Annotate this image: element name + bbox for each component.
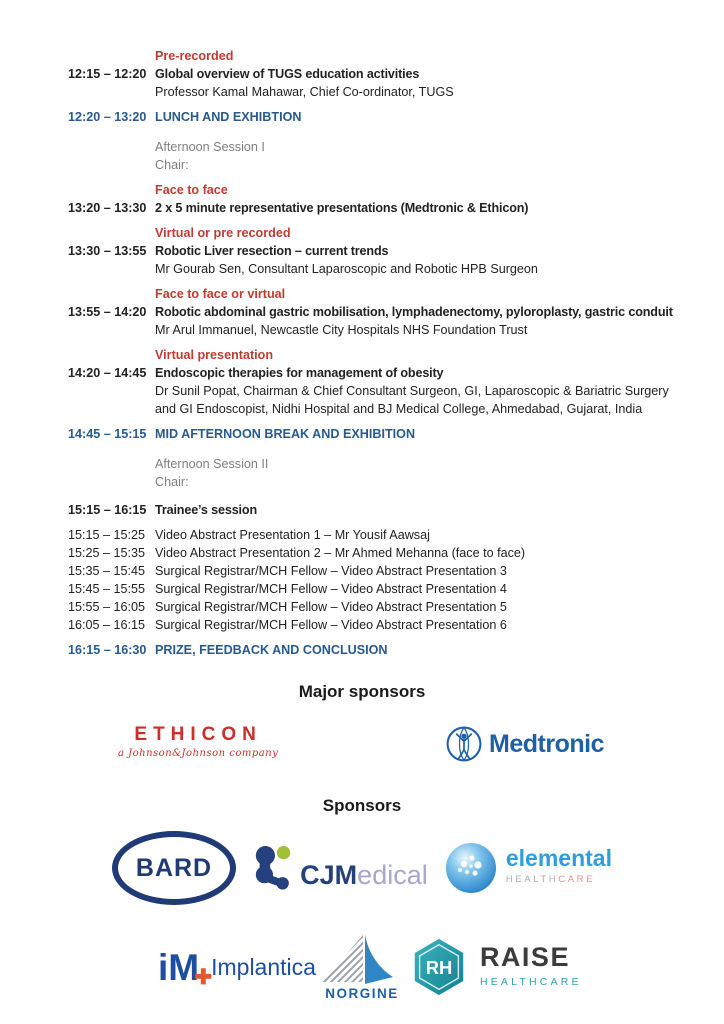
speaker-row <box>68 321 724 339</box>
norgine-wordmark: NORGINE <box>325 986 399 1001</box>
video-title: Surgical Registrar/MCH Fellow – Video Abstract Presentation 3 <box>155 564 507 578</box>
implantica-plus-icon: ✚ <box>194 965 213 989</box>
session-title: Endoscopic therapies for management of obesity <box>155 366 444 380</box>
session-name: Afternoon Session II <box>155 457 269 471</box>
elemental-care-label: CARE <box>558 874 596 885</box>
video-title: Video Abstract Presentation 1 – Mr Yousif Aawsaj <box>155 528 430 542</box>
session-title: Robotic abdominal gastric mobilisation, lymphadenectomy, pyloroplasty, gastric conduit <box>155 305 673 319</box>
ethicon-logo <box>118 723 279 763</box>
session-time: 13:20 – 13:30 <box>68 201 147 215</box>
medtronic-wordmark: Medtronic <box>489 730 604 758</box>
video-title: Surgical Registrar/MCH Fellow – Video Abstract Presentation 4 <box>155 582 507 596</box>
session-header-row <box>68 138 724 156</box>
implantica-logo <box>158 946 316 989</box>
video-time: 15:55 – 16:05 <box>68 600 146 614</box>
session-row <box>68 242 724 260</box>
raise-wordmark: RAISE <box>479 941 570 972</box>
elemental-health-label: HEALTH <box>505 874 559 885</box>
medtronic-logo <box>445 725 604 763</box>
session-format-label: Virtual or pre recorded <box>155 226 291 240</box>
session-row <box>68 364 724 382</box>
session-row <box>68 65 724 83</box>
sponsors-heading: Sponsors <box>322 796 402 815</box>
speaker-row <box>68 400 724 418</box>
raise-hexagon-icon <box>408 936 470 998</box>
video-time: 15:15 – 15:25 <box>68 528 146 542</box>
chair-row <box>68 473 724 491</box>
session-title: 2 x 5 minute representative presentations (Medtronic & Ethicon) <box>155 201 529 215</box>
session-row <box>68 303 724 321</box>
video-title: Surgical Registrar/MCH Fellow – Video Abstract Presentation 5 <box>155 600 507 614</box>
chair-label: Chair: <box>155 158 189 172</box>
session-format-label: Face to face or virtual <box>155 287 286 301</box>
session-row <box>68 199 724 217</box>
bard-logo <box>112 831 236 905</box>
medtronic-globe-icon <box>445 725 483 763</box>
implantica-monogram-icon: iM ✚ <box>158 946 213 989</box>
session-title: Global overview of TUGS education activities <box>155 67 420 81</box>
video-title: Surgical Registrar/MCH Fellow – Video Abstract Presentation 6 <box>155 618 507 632</box>
break-row <box>68 425 724 443</box>
speaker-row <box>68 83 724 101</box>
session-format-label: Virtual presentation <box>155 348 274 362</box>
session-time: 14:20 – 14:45 <box>68 366 147 380</box>
major-sponsors-row <box>0 715 724 773</box>
session-time: 13:55 – 14:20 <box>68 305 147 319</box>
ethicon-tagline: a Johnson&Johnson company <box>118 747 279 759</box>
session-format-row <box>68 285 724 303</box>
norgine-sail-icon <box>316 932 408 1002</box>
session-time: 13:30 – 13:55 <box>68 244 147 258</box>
break-time: 16:15 – 16:30 <box>68 643 147 657</box>
sponsors-row-1 <box>0 829 724 907</box>
cjmedical-logo <box>252 843 428 893</box>
raise-healthcare-label: HEALTHCARE <box>479 975 582 988</box>
video-time: 16:05 – 16:15 <box>68 618 146 632</box>
session-speaker: and GI Endoscopist, Nidhi Hospital and BJ Medical College, Ahmedabad, Gujarat, India <box>155 402 643 416</box>
cjmedical-molecule-icon <box>252 843 296 893</box>
session-format-label: Face to face <box>155 183 228 197</box>
break-time: 14:45 – 15:15 <box>68 427 147 441</box>
elemental-wordmark: elemental <box>505 845 612 871</box>
ethicon-wordmark: ETHICON <box>134 723 262 745</box>
speaker-row <box>68 260 724 278</box>
elemental-logo <box>444 841 612 895</box>
session-time: 15:15 – 16:15 <box>68 503 147 517</box>
video-row <box>68 544 724 562</box>
raise-badge-label: RH <box>425 956 453 978</box>
video-time: 15:35 – 15:45 <box>68 564 146 578</box>
session-title: Trainee’s session <box>155 503 257 517</box>
session-row <box>68 501 724 519</box>
session-format-label: Pre-recorded <box>155 49 234 63</box>
video-title: Video Abstract Presentation 2 – Mr Ahmed Mehanna (face to face) <box>155 546 526 560</box>
video-row <box>68 598 724 616</box>
speaker-row <box>68 382 724 400</box>
session-title: Robotic Liver resection – current trends <box>155 244 389 258</box>
session-time: 12:15 – 12:20 <box>68 67 147 81</box>
session-format-row <box>68 47 724 65</box>
video-row <box>68 580 724 598</box>
implantica-wordmark: Implantica <box>211 954 316 980</box>
video-row <box>68 526 724 544</box>
raise-healthcare-logo <box>408 936 582 998</box>
cjmedical-wordmark-bold: CJM <box>300 860 358 890</box>
video-time: 15:25 – 15:35 <box>68 546 146 560</box>
break-title: PRIZE, FEEDBACK AND CONCLUSION <box>155 643 388 657</box>
session-speaker: Professor Kamal Mahawar, Chief Co-ordinator, TUGS <box>155 85 454 99</box>
norgine-logo <box>316 932 408 1002</box>
break-row <box>68 641 724 659</box>
break-title: MID AFTERNOON BREAK AND EXHIBITION <box>155 427 416 441</box>
sponsors-row-2 <box>0 931 724 1003</box>
bard-wordmark: BARD <box>135 854 213 882</box>
video-time: 15:45 – 15:55 <box>68 582 146 596</box>
major-sponsors-heading: Major sponsors <box>298 682 426 701</box>
session-format-row <box>68 181 724 199</box>
session-format-row <box>68 346 724 364</box>
break-row <box>68 108 724 126</box>
chair-row <box>68 156 724 174</box>
session-header-row <box>68 455 724 473</box>
chair-label: Chair: <box>155 475 189 489</box>
cjmedical-wordmark-light: edical <box>357 860 428 890</box>
session-format-row <box>68 224 724 242</box>
session-speaker: Dr Sunil Popat, Chairman & Chief Consultant Surgeon, GI, Laparoscopic & Bariatric Surgery <box>155 384 669 398</box>
video-row <box>68 562 724 580</box>
break-time: 12:20 – 13:20 <box>68 110 147 124</box>
elemental-sphere-icon <box>444 841 498 895</box>
break-title: LUNCH AND EXHIBTION <box>155 110 302 124</box>
session-speaker: Mr Gourab Sen, Consultant Laparoscopic and Robotic HPB Surgeon <box>155 262 538 276</box>
session-name: Afternoon Session I <box>155 140 265 154</box>
video-row <box>68 616 724 634</box>
session-speaker: Mr Arul Immanuel, Newcastle City Hospitals NHS Foundation Trust <box>155 323 528 337</box>
